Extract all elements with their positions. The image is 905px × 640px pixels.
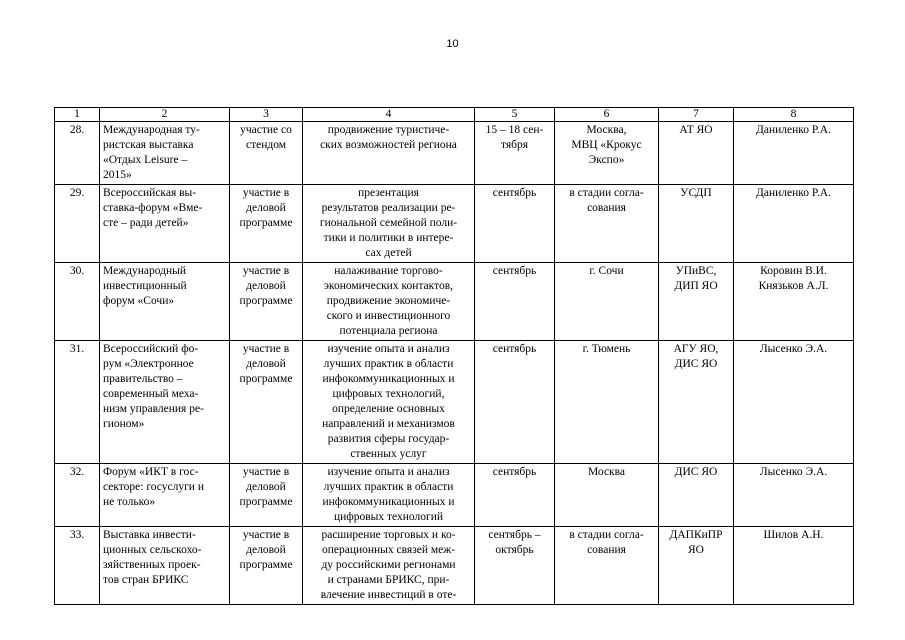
date-cell	[475, 263, 555, 341]
responsible-cell	[734, 263, 854, 341]
place-cell	[555, 263, 659, 341]
table-row	[55, 341, 854, 464]
column-header: 4	[303, 108, 475, 122]
event-name: Форум «ИКТ в гос- секторе: госуслуги и не только»	[103, 466, 204, 508]
goal-text: изучение опыта и анализ лучших практик в области инфокоммуникационных и цифровых технологий, определение основных направлений и механизмов развития сферы государ- ственных услуг	[322, 343, 455, 460]
goal-text: налаживание торгово- экономических контактов, продвижение экономиче- ского и инвестиционного потенциала региона	[324, 265, 453, 337]
table-row	[55, 263, 854, 341]
responsible-cell	[734, 341, 854, 464]
date-cell	[475, 464, 555, 527]
row-number-cell	[55, 263, 100, 341]
participation-form: участие в деловой программе	[239, 265, 293, 307]
place-text: г. Тюмень	[582, 343, 631, 355]
organization-cell	[659, 527, 734, 605]
responsible-cell	[734, 122, 854, 185]
responsible-text: Даниленко Р.А.	[756, 187, 831, 199]
date-text: сентябрь	[492, 265, 537, 277]
goal-cell	[303, 527, 475, 605]
organization-text: АТ ЯО	[679, 124, 713, 136]
column-header: 1	[55, 108, 100, 122]
organization-cell	[659, 185, 734, 263]
column-header: 6	[555, 108, 659, 122]
participation-form-cell	[230, 185, 303, 263]
event-cell	[100, 464, 230, 527]
place-text: в стадии согла- сования	[569, 187, 644, 214]
organization-cell	[659, 122, 734, 185]
row-number: 33.	[69, 529, 85, 541]
participation-form-cell	[230, 341, 303, 464]
responsible-cell	[734, 464, 854, 527]
organization-text: УСДП	[680, 187, 712, 199]
date-text: 15 – 18 сен- тября	[485, 124, 544, 151]
participation-form: участие в деловой программе	[239, 466, 293, 508]
row-number-cell	[55, 464, 100, 527]
date-text: сентябрь – октябрь	[488, 529, 541, 556]
participation-form-cell	[230, 122, 303, 185]
place-text: г. Сочи	[589, 265, 624, 277]
responsible-text: Шилов А.Н.	[763, 529, 824, 541]
events-table	[54, 107, 854, 605]
event-name: Всероссийская вы- ставка-форум «Вме- сте – ради детей»	[103, 187, 203, 229]
goal-text: презентация результатов реализации ре- гиональной семейной поли- тики и политики в интере- сах детей	[319, 187, 458, 259]
goal-text: изучение опыта и анализ лучших практик в области инфокоммуникационных и цифровых технологий	[322, 466, 455, 523]
date-cell	[475, 527, 555, 605]
row-number-cell	[55, 341, 100, 464]
place-text: в стадии согла- сования	[569, 529, 644, 556]
row-number: 29.	[69, 187, 85, 199]
organization-cell	[659, 341, 734, 464]
date-text: сентябрь	[492, 466, 537, 478]
row-number-cell	[55, 527, 100, 605]
goal-cell	[303, 122, 475, 185]
column-header: 3	[230, 108, 303, 122]
place-cell	[555, 341, 659, 464]
row-number-cell	[55, 122, 100, 185]
place-text: Москва	[587, 466, 626, 478]
goal-cell	[303, 464, 475, 527]
table-header-row	[55, 108, 854, 122]
event-cell	[100, 527, 230, 605]
date-cell	[475, 341, 555, 464]
place-cell	[555, 464, 659, 527]
date-cell	[475, 122, 555, 185]
table-row	[55, 122, 854, 185]
participation-form: участие в деловой программе	[239, 529, 293, 571]
place-text: Москва, МВЦ «Крокус Экспо»	[571, 124, 642, 166]
column-header: 8	[734, 108, 854, 122]
column-header: 5	[475, 108, 555, 122]
responsible-text: Лысенко Э.А.	[759, 343, 828, 355]
organization-text: УПиВС, ДИП ЯО	[674, 265, 718, 292]
organization-text: АГУ ЯО, ДИС ЯО	[673, 343, 719, 370]
goal-text: расширение торговых и ко- операционных связей меж- ду российскими регионами и странами БРИКС, при- влечение инвестиций в оте-	[320, 529, 457, 601]
participation-form-cell	[230, 464, 303, 527]
goal-cell	[303, 263, 475, 341]
row-number: 28.	[69, 124, 85, 136]
place-cell	[555, 185, 659, 263]
participation-form-cell	[230, 527, 303, 605]
page-number: 10	[446, 38, 459, 50]
event-cell	[100, 263, 230, 341]
row-number: 31.	[69, 343, 85, 355]
table-row	[55, 185, 854, 263]
responsible-text: Коровин В.И. Князьков А.Л.	[758, 265, 829, 292]
table-row	[55, 527, 854, 605]
row-number: 30.	[69, 265, 85, 277]
row-number-cell	[55, 185, 100, 263]
goal-cell	[303, 341, 475, 464]
responsible-cell	[734, 527, 854, 605]
date-cell	[475, 185, 555, 263]
event-name: Международный инвестиционный форум «Сочи»	[103, 265, 187, 307]
event-name: Выставка инвести- ционных сельскохо- зяйственных проек- тов стран БРИКС	[103, 529, 202, 586]
organization-cell	[659, 263, 734, 341]
date-text: сентябрь	[492, 343, 537, 355]
responsible-cell	[734, 185, 854, 263]
participation-form-cell	[230, 263, 303, 341]
goal-cell	[303, 185, 475, 263]
place-cell	[555, 122, 659, 185]
participation-form: участие в деловой программе	[239, 187, 293, 229]
column-header: 2	[100, 108, 230, 122]
goal-text: продвижение туристиче- ских возможностей региона	[320, 124, 457, 151]
event-cell	[100, 122, 230, 185]
date-text: сентябрь	[492, 187, 537, 199]
responsible-text: Лысенко Э.А.	[759, 466, 828, 478]
organization-cell	[659, 464, 734, 527]
column-header: 7	[659, 108, 734, 122]
responsible-text: Даниленко Р.А.	[756, 124, 831, 136]
event-cell	[100, 341, 230, 464]
participation-form: участие в деловой программе	[239, 343, 293, 385]
event-name: Всероссийский фо- рум «Электронное правительство – современный меха- низм управления ре- гионом»	[103, 343, 204, 430]
event-cell	[100, 185, 230, 263]
organization-text: ДИС ЯО	[674, 466, 718, 478]
participation-form: участие со стендом	[240, 124, 292, 151]
place-cell	[555, 527, 659, 605]
table-row	[55, 464, 854, 527]
event-name: Международная ту- ристская выставка «Отдых Leisure – 2015»	[103, 124, 200, 181]
organization-text: ДАПКиПР ЯО	[669, 529, 723, 556]
row-number: 32.	[69, 466, 85, 478]
